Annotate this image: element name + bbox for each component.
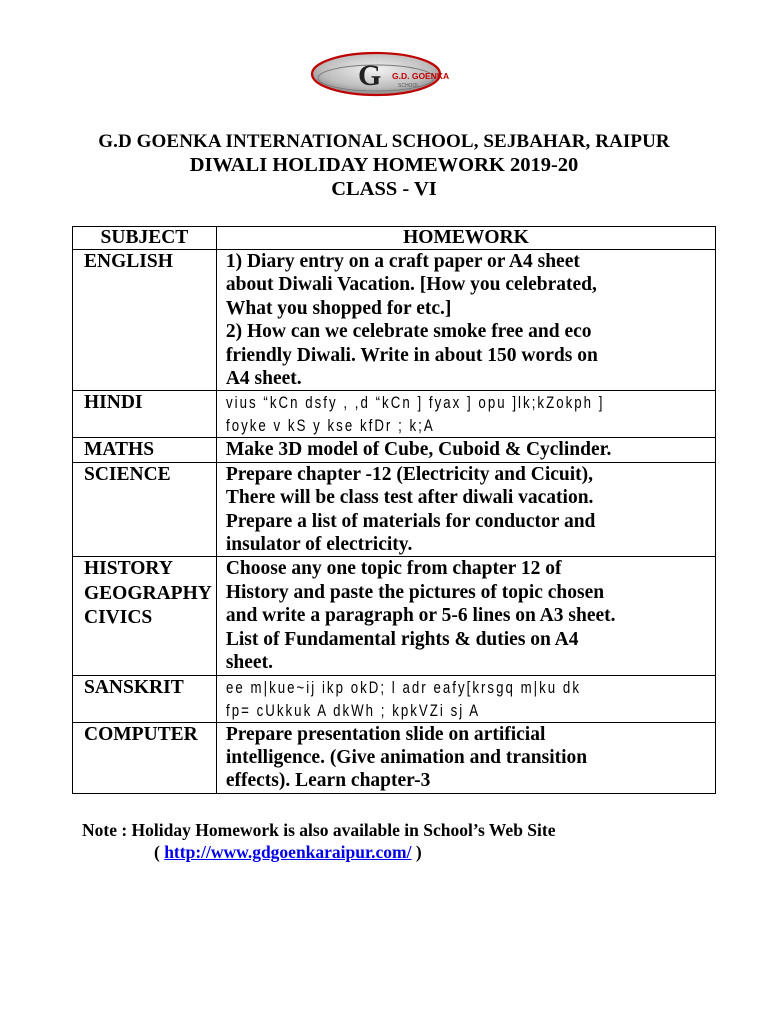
homework-table [72,226,716,794]
svg-text:G.D. GOENKA: G.D. GOENKA [392,71,450,81]
note-text: Note : Holiday Homework is also available in School’s Web Site [82,820,556,840]
note-link-line [154,842,422,863]
subject-cell: MATHS [73,438,217,462]
table-row-science [73,462,716,557]
homework-cell [216,557,715,675]
subject-cell: ENGLISH [73,250,217,391]
subject-cell: COMPUTER [73,722,217,793]
subject-cell: HINDI [73,391,217,438]
subject-geography: GEOGRAPHY [84,582,212,604]
homework-line: 1) Diary entry on a craft paper or A4 sheet [225,251,580,272]
subject-cell [73,557,217,675]
homework-line: fp= cUkkuk A dkWh ; kpkVZi sj A [225,700,480,720]
school-logo [306,48,476,110]
subject-cell: SANSKRIT [73,675,217,722]
open-paren: ( [154,842,165,862]
table-row-computer [73,722,716,793]
homework-line: Prepare chapter -12 (Electricity and Cicuit), [225,463,594,485]
homework-line: Prepare presentation slide on artificial [225,723,546,745]
homework-line: A4 sheet. [225,368,302,390]
homework-line: intelligence. (Give animation and transition [225,746,588,768]
close-paren: ) [411,842,422,862]
homework-line: friendly Diwali. Write in about 150 words on [225,344,598,366]
homework-line: and write a paragraph or 5-6 lines on A3 sheet. [225,605,616,627]
homework-line: What you shopped for etc.] [225,297,452,319]
table-header-row [73,227,716,250]
homework-line: sheet. [225,652,273,674]
homework-cell [216,675,715,722]
homework-line: Choose any one topic from chapter 12 of [225,558,562,580]
homework-line: Prepare a list of materials for conductor and [225,510,596,532]
homework-line: ee m|kue~ij ikp okD; l adr eafy[krsgq m|ku dk [225,677,581,697]
homework-column-header: HOMEWORK [216,227,715,250]
homework-line: Make 3D model of Cube, Cuboid & Cyclinder. [225,439,612,461]
homework-line: insulator of electricity. [225,534,413,556]
homework-line: List of Fundamental rights & duties on A4 [225,628,579,650]
table-row-social-studies [73,557,716,675]
homework-line: about Diwali Vacation. [How you celebrated, [225,274,597,296]
homework-cell [216,438,715,462]
goenka-logo-icon [306,48,476,110]
table-row-english [73,250,716,391]
homework-line: There will be class test after diwali vacation. [225,487,594,509]
svg-text:G: G [358,59,382,92]
homework-line: 2) How can we celebrate smoke free and eco [225,321,592,343]
table-row-hindi [73,391,716,438]
subject-civics: CIVICS [84,607,153,629]
homework-cell [216,722,715,793]
class-label: CLASS - VI [331,178,437,200]
homework-line: History and paste the pictures of topic chosen [225,581,605,603]
homework-line: effects). Learn chapter-3 [225,770,431,792]
table-row-maths [73,438,716,462]
svg-text:SCHOOL: SCHOOL [398,83,420,89]
homework-line: vius “kCn dsfy , ,d “kCn ] fyax ] opu ]lk;kZokph ] [225,393,605,413]
table-row-sanskrit [73,675,716,722]
homework-cell [216,462,715,557]
subject-column-header: SUBJECT [73,227,217,250]
homework-cell [216,250,715,391]
document-title: DIWALI HOLIDAY HOMEWORK 2019-20 [189,154,579,176]
homework-line: foyke v kS y kse kfDr ; k;A [225,416,435,436]
school-name: G.D GOENKA INTERNATIONAL SCHOOL, SEJBAHAR, RAIPUR [98,131,670,152]
homework-cell [216,391,715,438]
school-website-link[interactable]: http://www.gdgoenkaraipur.com/ [164,842,412,862]
subject-cell: SCIENCE [73,462,217,557]
subject-history: HISTORY [84,558,173,580]
